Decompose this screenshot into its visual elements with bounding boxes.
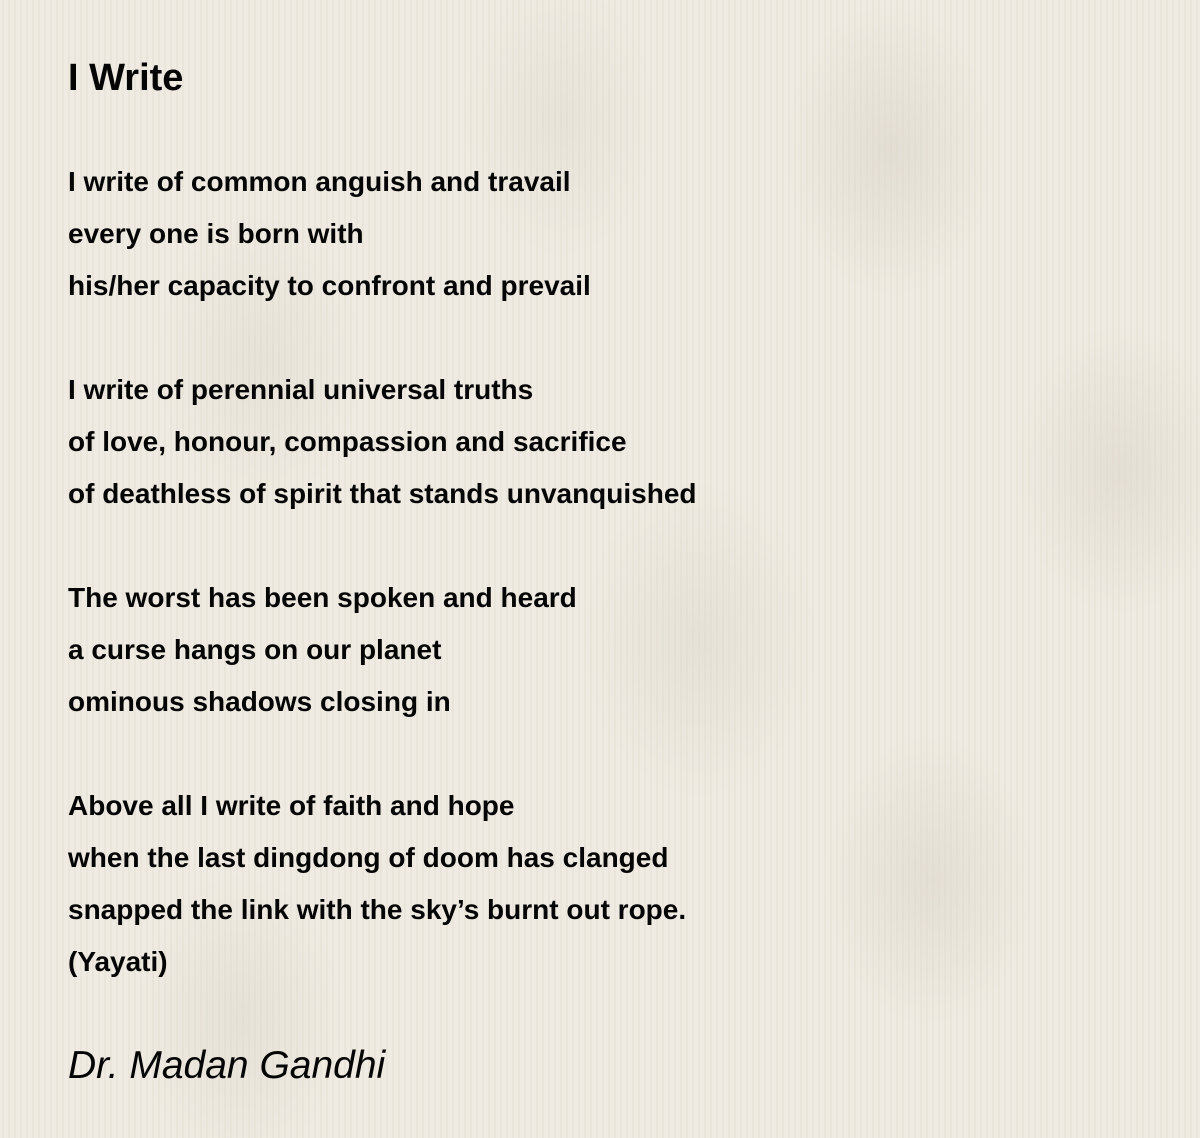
poem-line: his/her capacity to confront and prevail — [68, 270, 591, 301]
stanza-2 — [68, 364, 1148, 520]
poem-line: a curse hangs on our planet — [68, 634, 442, 665]
poem-line: of love, honour, compassion and sacrifice — [68, 426, 627, 457]
stanza-4 — [68, 780, 1148, 988]
poem-line: when the last dingdong of doom has clanged — [68, 842, 669, 873]
stanza-3 — [68, 572, 1148, 728]
poem-body — [68, 156, 1148, 988]
poem-line: Above all I write of faith and hope — [68, 790, 515, 821]
poem-line: The worst has been spoken and heard — [68, 582, 577, 613]
stanza-1 — [68, 156, 1148, 312]
poem-author: Dr. Madan Gandhi — [68, 1044, 386, 1087]
poem-line: of deathless of spirit that stands unvanquished — [68, 478, 697, 509]
poem-line: I write of common anguish and travail — [68, 166, 571, 197]
poem-line: I write of perennial universal truths — [68, 374, 534, 405]
poem-line: ominous shadows closing in — [68, 686, 451, 717]
poem-page — [68, 52, 1148, 1092]
poem-line: every one is born with — [68, 218, 364, 249]
poem-line: snapped the link with the sky’s burnt out rope. — [68, 894, 687, 925]
poem-title: I Write — [68, 57, 184, 99]
poem-line: (Yayati) — [68, 946, 168, 977]
